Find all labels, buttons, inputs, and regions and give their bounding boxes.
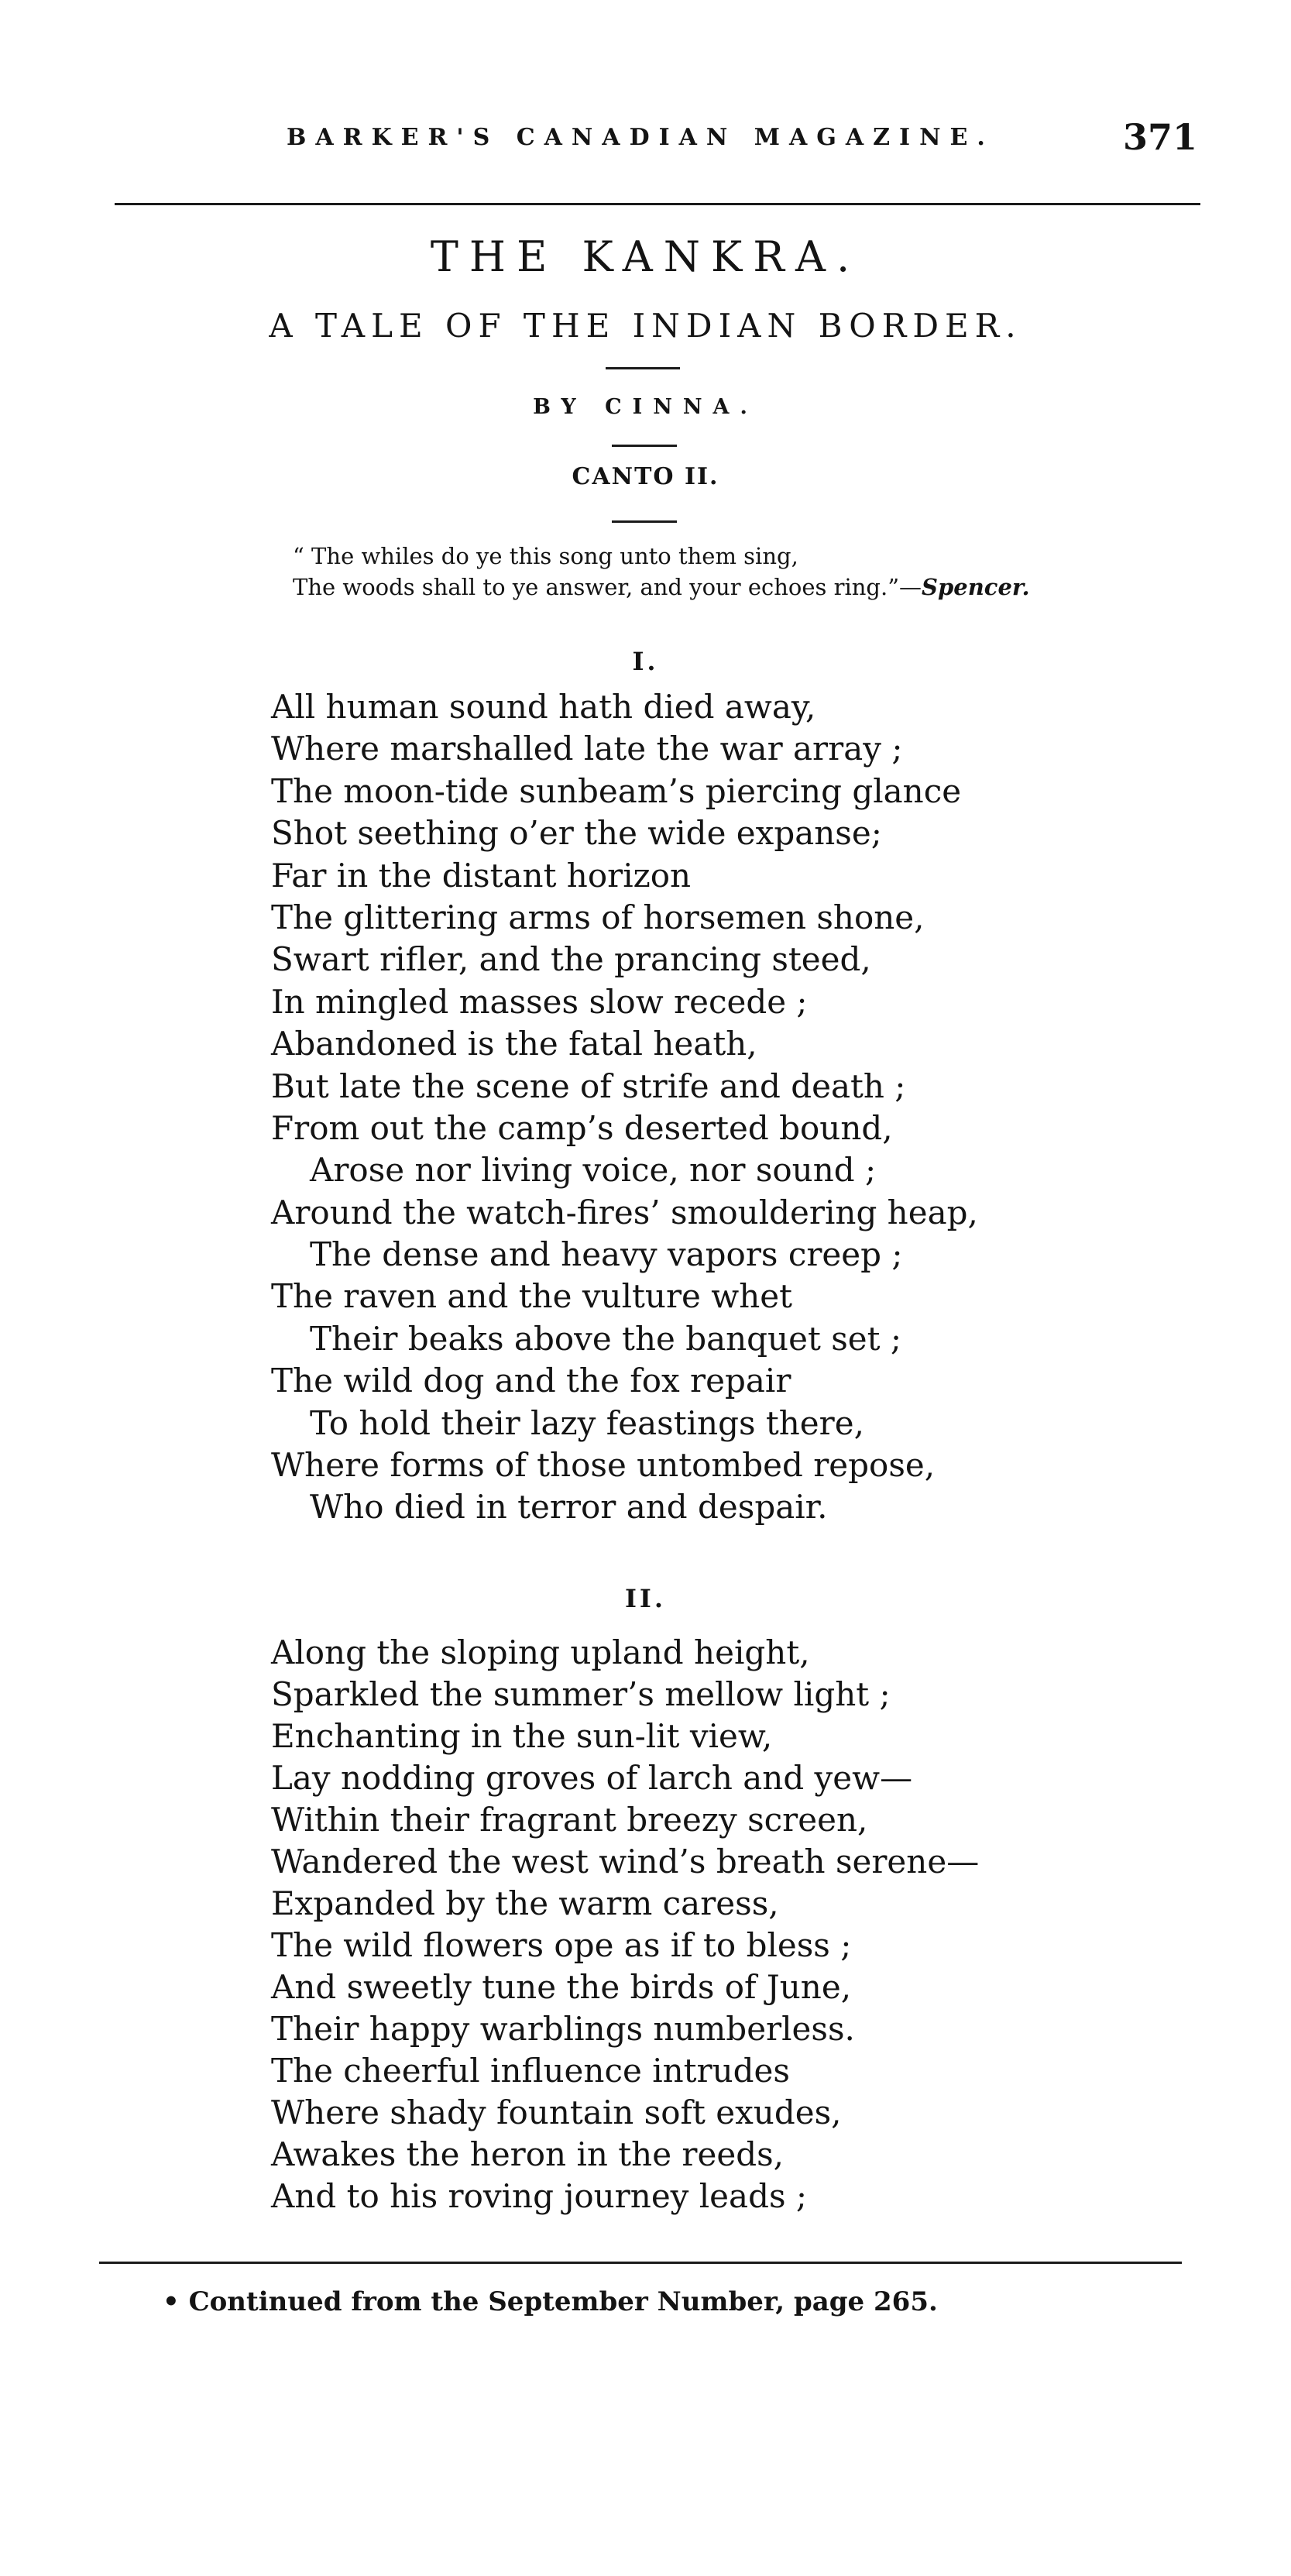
verse-line: The dense and heavy vapors creep ; xyxy=(310,1235,903,1274)
verse-line: To hold their lazy feastings there, xyxy=(310,1403,864,1442)
verse-line: The glittering arms of horsemen shone, xyxy=(271,898,925,936)
epigraph xyxy=(293,541,1030,603)
verse-line: Their happy warblings numberless. xyxy=(271,2010,855,2048)
footnote-rule xyxy=(99,2262,1182,2264)
verse-line: And to his roving journey leads ; xyxy=(271,2177,808,2215)
verse-line: And sweetly tune the birds of June, xyxy=(271,1968,852,2006)
epigraph-line xyxy=(293,572,1030,603)
byline-divider xyxy=(612,445,677,447)
epigraph-line: “ The whiles do ye this song unto them sing, xyxy=(293,543,798,569)
verse-line: Around the watch-fires’ smouldering heap, xyxy=(271,1193,978,1231)
verse-line: Awakes the heron in the reeds, xyxy=(271,2135,784,2173)
verse-line: The wild flowers ope as if to bless ; xyxy=(271,1926,852,1964)
verse-line: Where marshalled late the war array ; xyxy=(271,730,903,768)
verse-line: Shot seething o’er the wide expanse; xyxy=(271,814,882,853)
verse-line: The wild dog and the fox repair xyxy=(271,1362,791,1400)
epigraph-line-text: The woods shall to ye answer, and your echoes ring.”— xyxy=(293,574,922,600)
stanza-number: I. xyxy=(632,647,659,676)
verse-line: Expanded by the warm caress, xyxy=(271,1884,779,1922)
article-title: THE KANKRA. xyxy=(430,232,861,281)
running-head: BARKER'S CANADIAN MAGAZINE. xyxy=(287,124,994,151)
verse-line: Who died in terror and despair. xyxy=(310,1488,828,1527)
verse-line: The raven and the vulture whet xyxy=(271,1277,792,1316)
footnote: • Continued from the September Number, page 265. xyxy=(163,2286,938,2317)
canto-heading: CANTO II. xyxy=(572,463,719,490)
verse-line: Arose nor living voice, nor sound ; xyxy=(310,1151,877,1190)
verse-line: Swart rifler, and the prancing steed, xyxy=(271,940,871,979)
verse-line: All human sound hath died away, xyxy=(271,688,816,726)
verse-line: Where forms of those untombed repose, xyxy=(271,1446,936,1485)
verse-line: The moon-tide sunbeam’s piercing glance xyxy=(271,771,962,810)
header-rule xyxy=(115,203,1200,205)
verse-line: But late the scene of strife and death ; xyxy=(271,1066,906,1105)
verse-line: Within their fragrant breezy screen, xyxy=(271,1801,868,1839)
article-subtitle: A TALE OF THE INDIAN BORDER. xyxy=(269,307,1022,345)
verse-line: Sparkled the summer’s mellow light ; xyxy=(271,1675,891,1713)
epigraph-attribution: Spencer. xyxy=(922,574,1030,600)
verse-line: Along the sloping upland height, xyxy=(271,1633,810,1671)
verse-line: Their beaks above the banquet set ; xyxy=(310,1319,901,1358)
byline: BY CINNA. xyxy=(533,395,758,419)
verse-line: Lay nodding groves of larch and yew— xyxy=(271,1759,913,1797)
verse-line: Abandoned is the fatal heath, xyxy=(271,1025,757,1063)
title-divider xyxy=(606,367,680,369)
verse-line: Where shady fountain soft exudes, xyxy=(271,2093,842,2131)
canto-divider xyxy=(612,520,677,523)
verse-line: Far in the distant horizon xyxy=(271,856,692,895)
verse-line: Wandered the west wind’s breath serene— xyxy=(271,1843,980,1880)
verse-line: The cheerful influence intrudes xyxy=(271,2052,790,2090)
verse-line: From out the camp’s deserted bound, xyxy=(271,1108,893,1147)
verse-line: In mingled masses slow recede ; xyxy=(271,982,808,1021)
page-number: 371 xyxy=(1123,116,1198,158)
stanza xyxy=(271,1632,979,2217)
stanza-number: II. xyxy=(624,1584,667,1613)
stanza xyxy=(271,686,978,1529)
verse-line: Enchanting in the sun-lit view, xyxy=(271,1717,773,1755)
